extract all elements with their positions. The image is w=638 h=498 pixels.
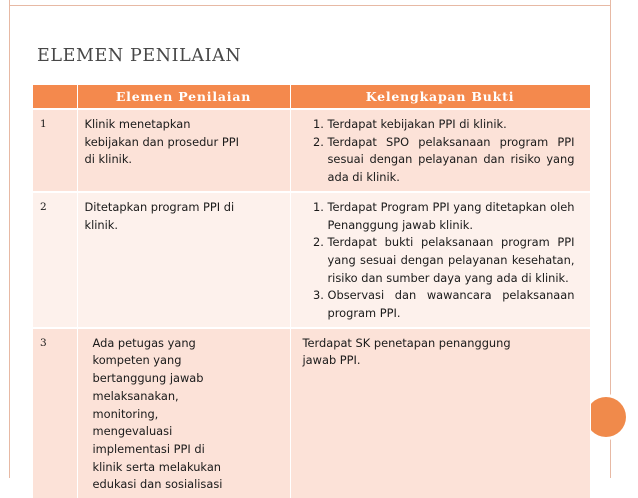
row-number: 3 [33,328,77,498]
slide-border-left [9,0,10,478]
header-proof: Kelengkapan Bukti [290,85,590,109]
header-number [33,85,77,109]
assessment-table [33,85,591,498]
assessment-element: Klinik menetapkan kebijakan dan prosedur PPI di klinik. [77,109,290,192]
table-row [33,192,590,328]
proof-list [303,116,575,187]
slide-border-top [9,5,611,6]
proof-list [303,199,575,323]
row-number: 2 [33,192,77,328]
decorative-circle [586,397,626,437]
proof-item: 2. Terdapat SPO pelaksanaan program PPI sesuai dengan pelayanan dan risiko yang ada di klinik. [328,134,575,187]
proof-item: 2. Terdapat bukti pelaksanaan program PPI yang sesuai dengan pelayanan kesehatan, risiko dan sumber daya yang ada di klinik. [328,234,575,287]
header-element: Elemen Penilaian [77,85,290,109]
assessment-element: Ada petugas yang kompeten yang bertanggung jawab melaksanakan, monitoring, mengevaluasi implementasi PPI di klinik serta melakukan edukasi dan sosialisasi [77,328,290,498]
proof-cell [290,192,590,328]
row-number: 1 [33,109,77,192]
proof-item: 1. Terdapat kebijakan PPI di klinik. [328,116,575,134]
proof-item: 3. Observasi dan wawancara pelaksanaan program PPI. [328,287,575,322]
table-row [33,328,590,498]
table-row [33,109,590,192]
proof-cell [290,109,590,192]
slide-title: ELEMEN PENILAIAN [37,46,242,66]
assessment-element: Ditetapkan program PPI di klinik. [77,192,290,328]
proof-text: Terdapat SK penetapan penanggung jawab PPI. [290,328,590,498]
proof-item: 1. Terdapat Program PPI yang ditetapkan oleh Penanggung jawab klinik. [328,199,575,234]
table-header-row [33,85,590,109]
